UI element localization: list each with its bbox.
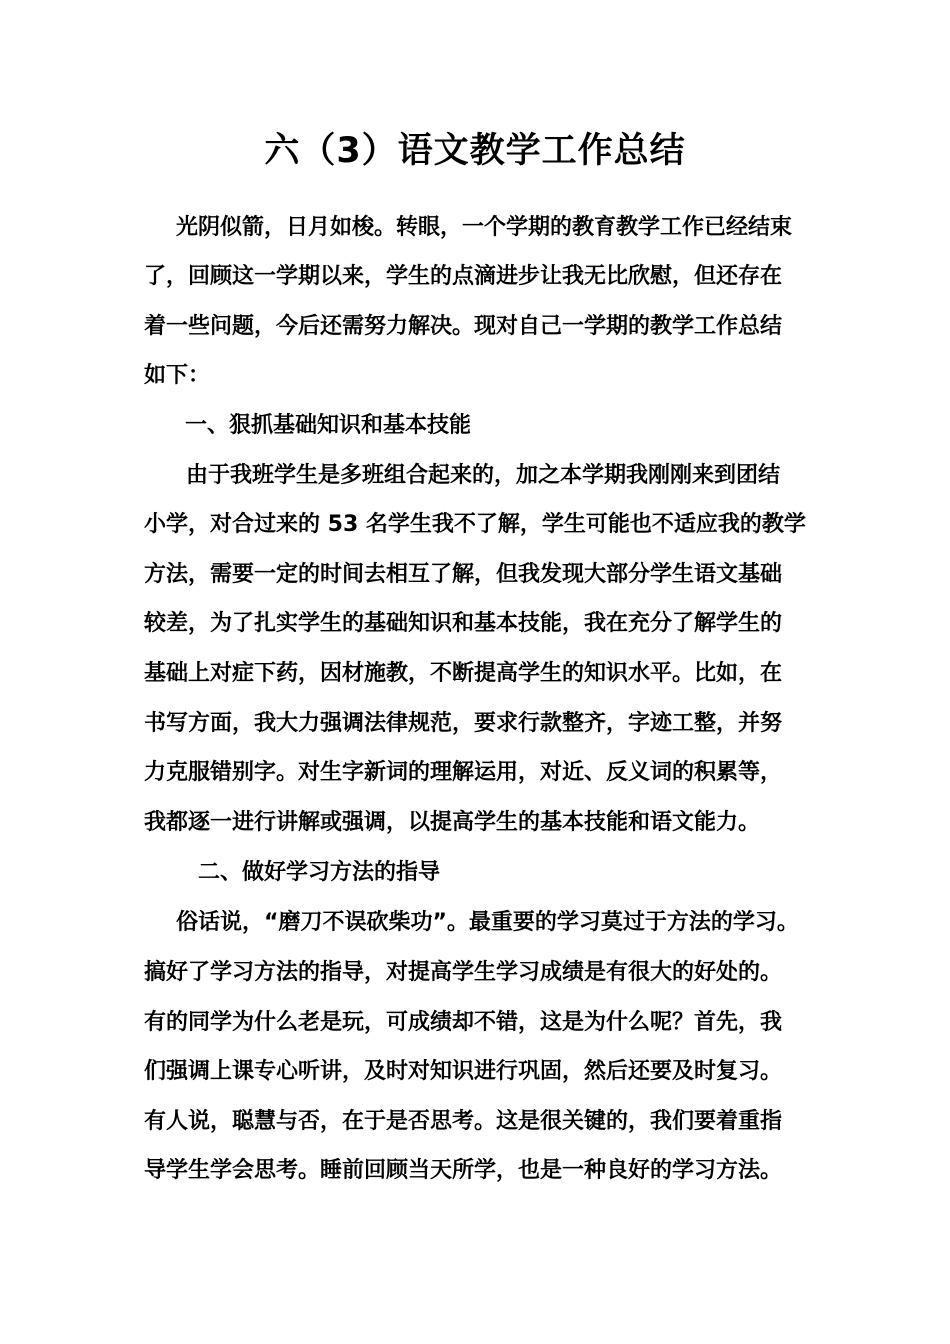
paragraph-2-line-1: 由于我班学生是多班组合起来的，加之本学期我刚刚来到团结 <box>186 463 781 488</box>
paragraph-2-line-2: 小学，对合过来的 53 名学生我不了解，学生可能也不适应我的教学 <box>144 512 806 537</box>
paragraph-3-line-5: 有人说，聪慧与否，在于是否思考。这是很关键的，我们要着重指 <box>144 1109 783 1134</box>
paragraph-1-line-4: 如下： <box>144 363 211 388</box>
paragraph-1-line-1: 光阴似箭，日月如梭。转眼，一个学期的教育教学工作已经结束 <box>176 215 793 240</box>
paragraph-2-line-6: 书写方面，我大力强调法律规范，要求行款整齐，字迹工整，并努 <box>144 711 783 736</box>
paragraph-2-line-5: 基础上对症下药，因材施教，不断提高学生的知识水平。比如，在 <box>144 661 783 686</box>
paragraph-3-line-4: 们强调上课专心听讲，及时对知识进行巩固，然后还要及时复习。 <box>144 1059 783 1084</box>
paragraph-2-line-7: 力克服错别字。对生字新词的理解运用，对近、反义词的积累等， <box>144 760 783 785</box>
document-title: 六（3）语文教学工作总结 <box>264 131 686 171</box>
paragraph-2-line-3: 方法，需要一定的时间去相互了解，但我发现大部分学生语文基础 <box>144 562 783 587</box>
paragraph-1-line-2: 了，回顾这一学期以来，学生的点滴进步让我无比欣慰，但还存在 <box>144 264 783 289</box>
section-heading-2: 二、做好学习方法的指导 <box>198 860 441 885</box>
paragraph-3-line-2: 搞好了学习方法的指导，对提高学生学习成绩是有很大的好处的。 <box>144 960 783 985</box>
section-heading-1: 一、狠抓基础知识和基本技能 <box>185 413 472 438</box>
paragraph-3-line-3: 有的同学为什么老是玩，可成绩却不错，这是为什么呢？首先，我 <box>144 1010 783 1035</box>
paragraph-3-line-6: 导学生学会思考。睡前回顾当天所学，也是一种良好的学习方法。 <box>144 1158 783 1183</box>
paragraph-1-line-3: 着一些问题，今后还需努力解决。现对自己一学期的教学工作总结 <box>144 314 783 339</box>
paragraph-2-line-8: 我都逐一进行讲解或强调，以提高学生的基本技能和语文能力。 <box>144 810 761 835</box>
paragraph-3-line-1: 俗话说，“磨刀不误砍柴功”。最重要的学习莫过于方法的学习。 <box>176 910 799 935</box>
paragraph-2-line-4: 较差，为了扎实学生的基础知识和基本技能，我在充分了解学生的 <box>144 611 783 636</box>
